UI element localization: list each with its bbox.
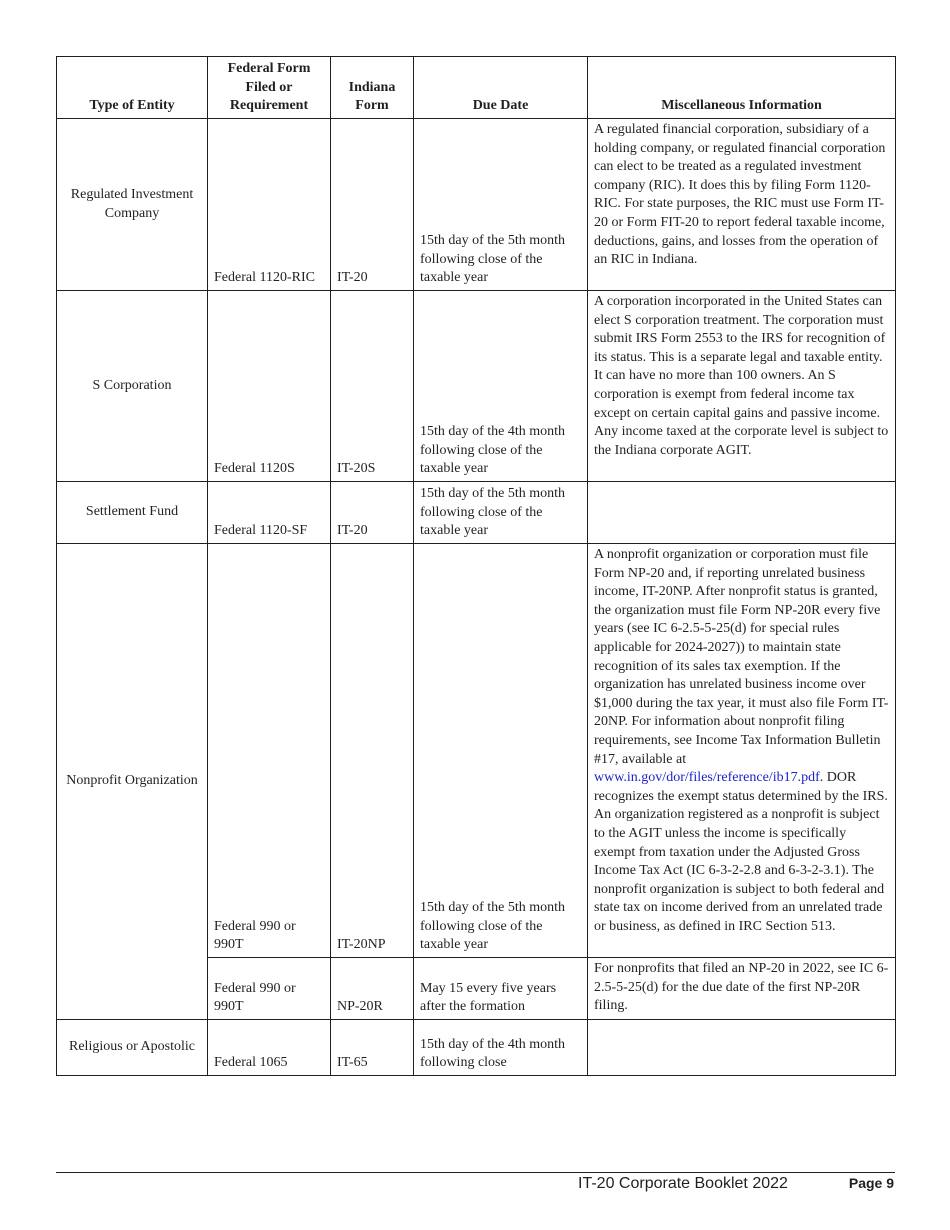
due-date: 15th day of the 4th month following close of the taxable year: [414, 291, 588, 482]
misc-info: A corporation incorporated in the United States can elect S corporation treatment. The corporation must submit IRS Form 2553 to the IRS for recognition of its status. This is a separate legal and taxable entity. It can have no more than 100 owners. An S corporation is exempt from federal income tax except on certain capital gains and passive income. Any income taxed at the corporate level is subject to the Indiana corporate AGIT.: [588, 291, 896, 482]
entity-name: Nonprofit Organization: [57, 544, 208, 1020]
entity-name: Religious or Apostolic: [57, 1020, 208, 1076]
footer-divider: [56, 1172, 895, 1173]
indiana-form: IT-20: [331, 482, 414, 544]
federal-form: Federal 1065: [208, 1020, 331, 1076]
federal-form: Federal 990 or 990T: [208, 958, 331, 1020]
indiana-form: IT-65: [331, 1020, 414, 1076]
ib17-link[interactable]: www.in.gov/dor/files/reference/ib17.pdf: [594, 770, 820, 786]
indiana-form: NP-20R: [331, 958, 414, 1020]
federal-form: Federal 1120S: [208, 291, 331, 482]
table-row-nonprofit: [57, 544, 896, 958]
misc-info: [588, 1020, 896, 1076]
entity-name: Regulated Investment Company: [57, 119, 208, 291]
table-row-religious: [57, 1020, 896, 1076]
header-misc-info: Miscellaneous Information: [588, 57, 896, 119]
due-date: 15th day of the 4th month following close: [414, 1020, 588, 1076]
misc-info: [588, 544, 896, 958]
footer-page-number: Page 9: [848, 1175, 894, 1191]
misc-text-after: . DOR recognizes the exempt status determined by the IRS. An organization registered as a nonprofit is subject to the AGIT unless the income is specifically exempt from taxation under the Adjusted Gross Income Tax Act (IC 6-3-2-2.8 and 6-3-2-3.1). The nonprofit organization is subject to both federal and state tax on income derived from an unrelated trade or business, as defined in IRC Section 513.: [594, 770, 888, 934]
indiana-form: IT-20: [331, 119, 414, 291]
table-row-s-corporation: [57, 291, 896, 482]
misc-info: A regulated financial corporation, subsidiary of a holding company, or regulated financial corporation can elect to be treated as a regulated investment company (RIC). It does this by filing Form 1120-RIC. For state purposes, the RIC must use Form IT-20 or Form FIT-20 to report federal taxable income, deductions, gains, and losses from the operation of an RIC in Indiana.: [588, 119, 896, 291]
misc-text-before: A nonprofit organization or corporation must file Form NP-20 and, if reporting unrelated business income, IT-20NP. After nonprofit status is granted, the organization must file Form NP-20R every five years (see IC 6-2.5-5-25(d) for special rules applicable for 2024-2027)) to maintain state recognition of its sales tax exemption. If the organization has unrelated business income over $1,000 during the tax year, it must also file Form IT-20NP. For information about nonprofit filing requirements, see Income Tax Information Bulletin #17, available at: [594, 547, 889, 767]
header-type-of-entity: Type of Entity: [57, 57, 208, 119]
table-row-ric: [57, 119, 896, 291]
federal-form: Federal 1120-RIC: [208, 119, 331, 291]
entity-name: S Corporation: [57, 291, 208, 482]
indiana-form: IT-20NP: [331, 544, 414, 958]
entity-name: Settlement Fund: [57, 482, 208, 544]
due-date: 15th day of the 5th month following close of the taxable year: [414, 119, 588, 291]
due-date: May 15 every five years after the formation: [414, 958, 588, 1020]
federal-form: Federal 990 or 990T: [208, 544, 331, 958]
table-row-settlement-fund: [57, 482, 896, 544]
misc-info: [588, 482, 896, 544]
misc-info: For nonprofits that filed an NP-20 in 2022, see IC 6-2.5-5-25(d) for the due date of the first NP-20R filing.: [588, 958, 896, 1020]
due-date: 15th day of the 5th month following close of the taxable year: [414, 544, 588, 958]
header-indiana-form: Indiana Form: [331, 57, 414, 119]
indiana-form: IT-20S: [331, 291, 414, 482]
federal-form: Federal 1120-SF: [208, 482, 331, 544]
table-header-row: [57, 57, 896, 119]
entity-filing-table: [56, 56, 896, 1076]
header-federal-form: Federal Form Filed or Requirement: [208, 57, 331, 119]
due-date: 15th day of the 5th month following close of the taxable year: [414, 482, 588, 544]
header-due-date: Due Date: [414, 57, 588, 119]
footer-booklet-title: IT-20 Corporate Booklet 2022: [578, 1175, 788, 1192]
